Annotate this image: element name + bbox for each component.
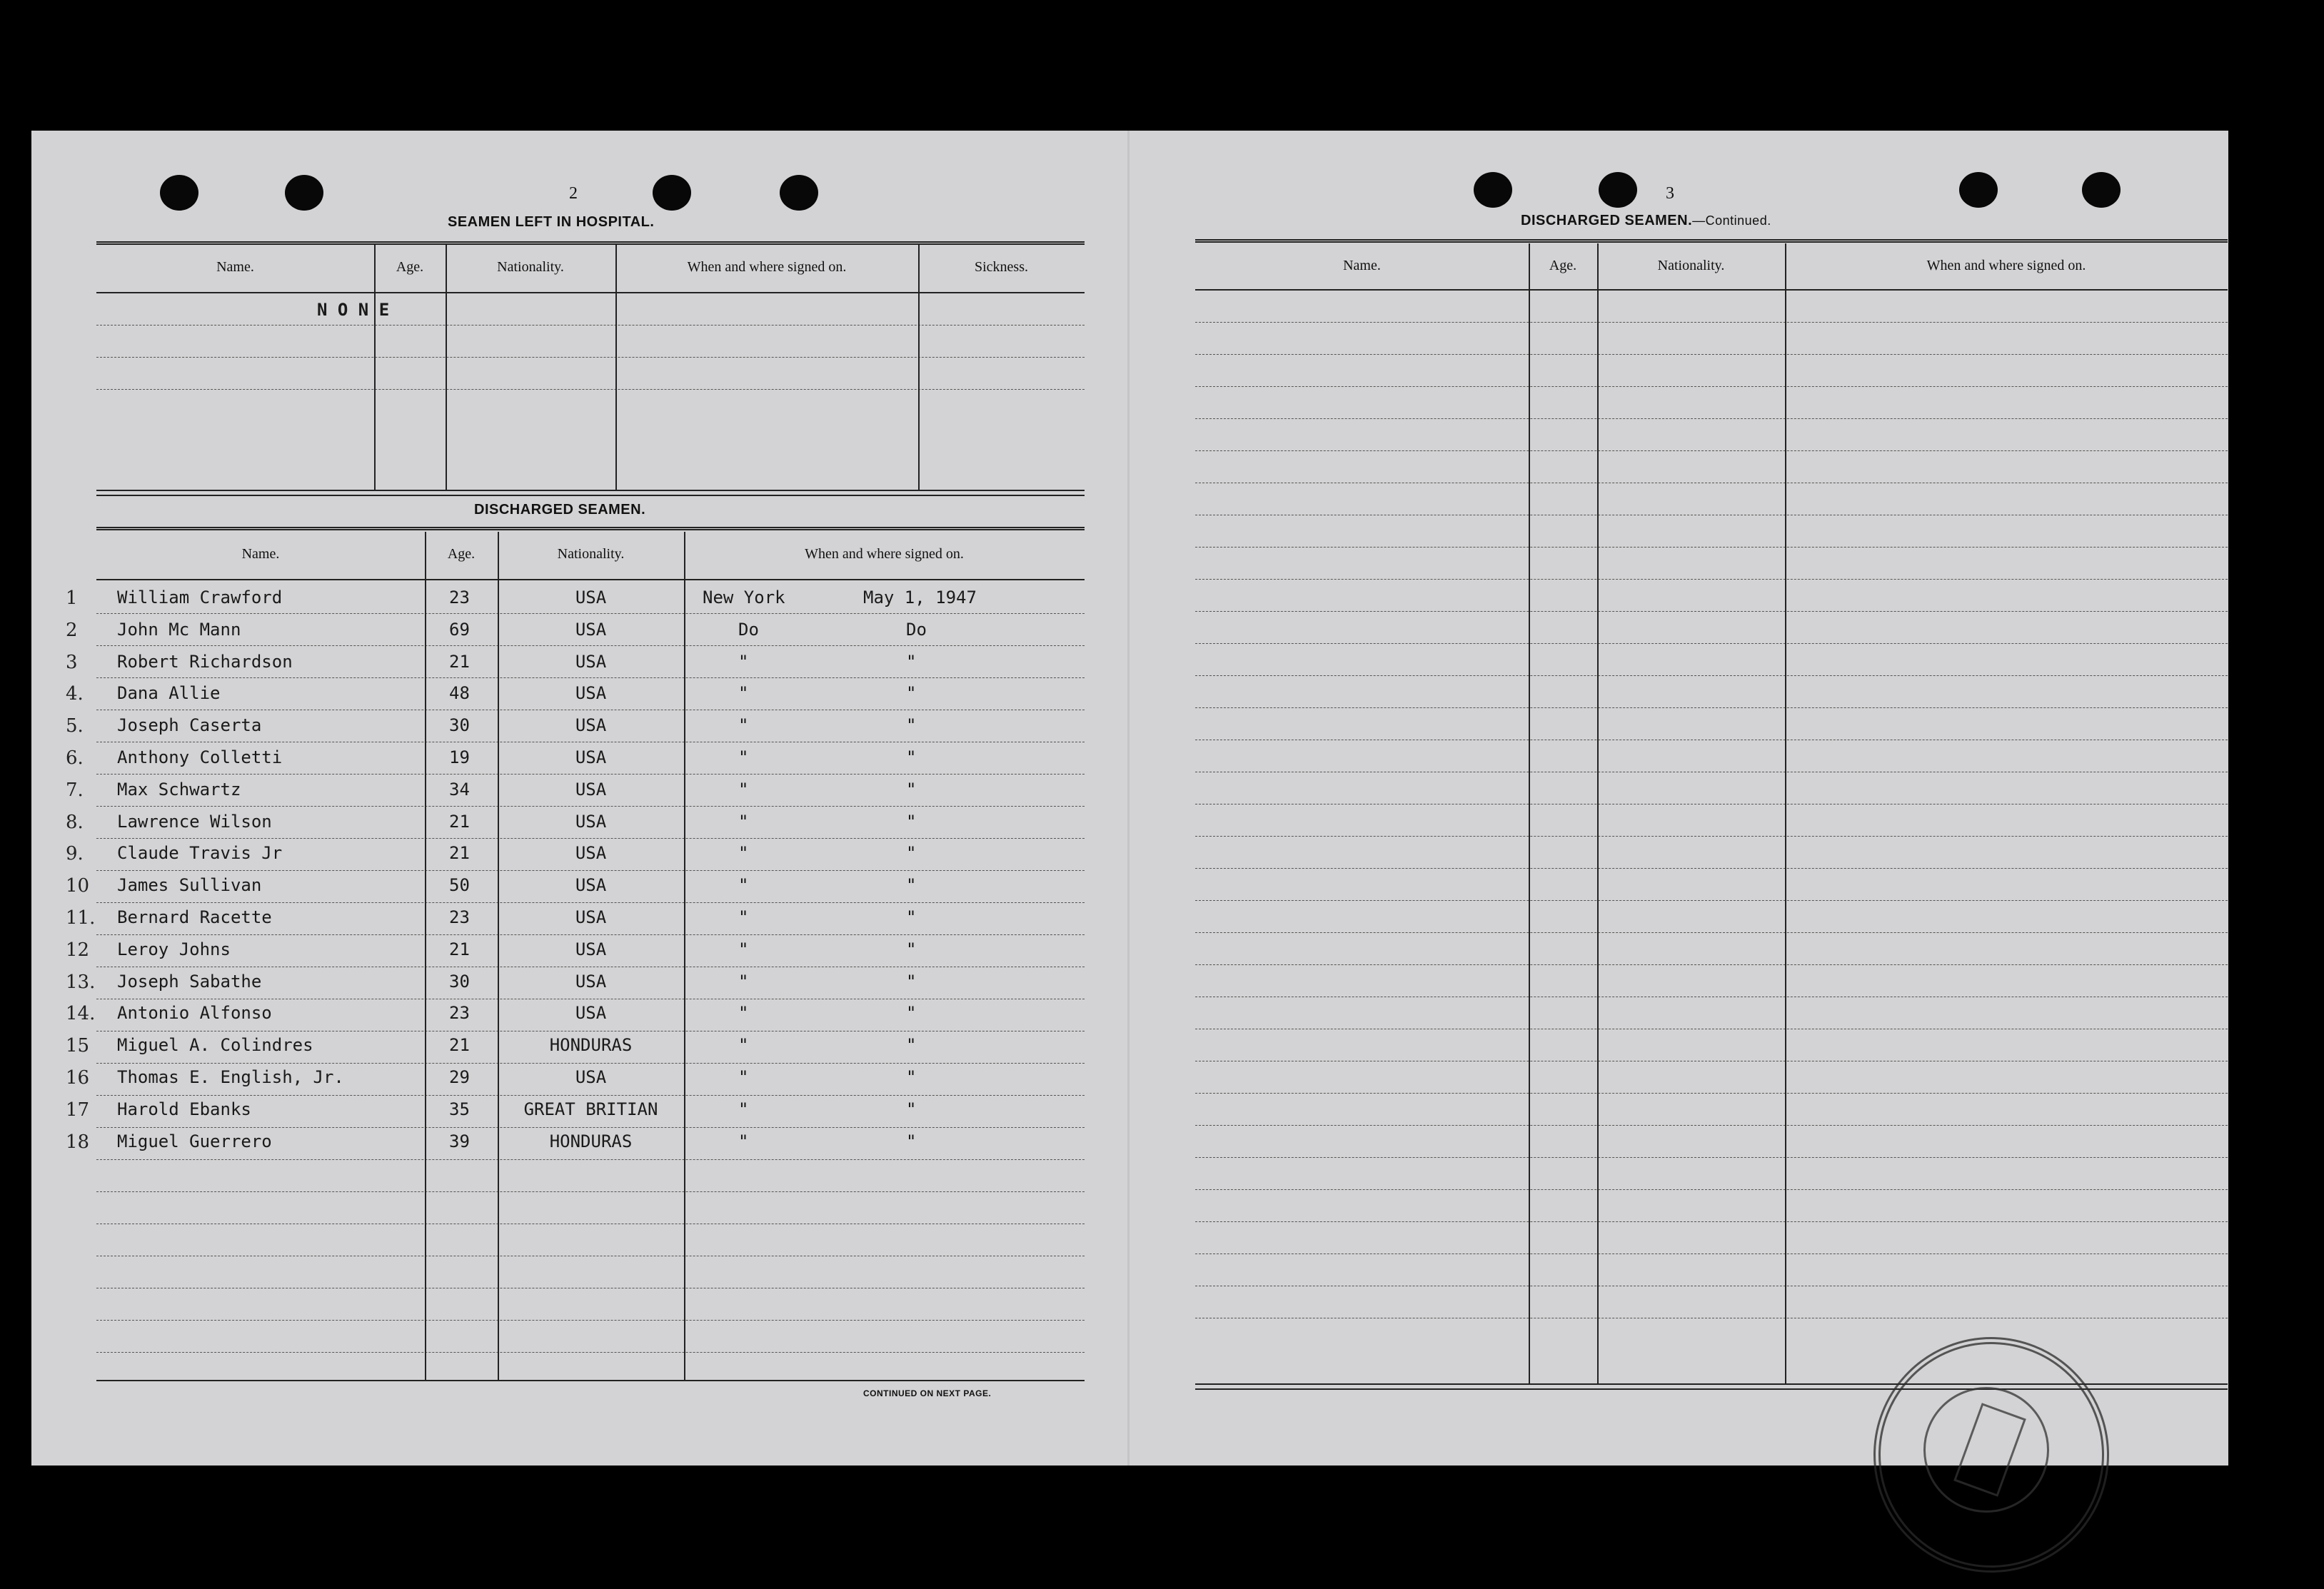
row-line: [96, 645, 1085, 646]
row-line: [1195, 868, 2228, 869]
seaman-name: John Mc Mann: [117, 619, 241, 640]
signed-on-date: ": [906, 715, 917, 736]
seaman-name: Leroy Johns: [117, 939, 231, 959]
seaman-name: James Sullivan: [117, 875, 262, 896]
row-line: [1195, 322, 2228, 323]
row-line: [1195, 900, 2228, 901]
seaman-nationality: USA: [575, 939, 607, 959]
row-line: [1195, 579, 2228, 580]
column-header: Age.: [1549, 258, 1577, 273]
column-header: When and where signed on.: [687, 259, 847, 275]
signed-on-date: ": [906, 1067, 917, 1087]
row-line: [96, 1095, 1085, 1096]
seaman-age: 21: [449, 843, 470, 864]
signed-on-date: ": [906, 939, 917, 959]
row-line: [1195, 675, 2228, 676]
seaman-nationality: USA: [575, 875, 607, 896]
signed-on-place: ": [738, 971, 749, 992]
signed-on-place: ": [738, 907, 749, 927]
header-rule: [96, 292, 1085, 293]
punch-hole: [285, 175, 323, 211]
signed-on-date: ": [906, 907, 917, 927]
column-header: Nationality.: [1657, 258, 1725, 273]
row-number: 8.: [66, 811, 84, 833]
document-sheet: [31, 131, 2228, 1466]
row-number: 11.: [66, 907, 96, 929]
column-header: Age.: [396, 259, 424, 275]
row-line: [96, 1320, 1085, 1321]
seaman-age: 23: [449, 907, 470, 927]
column-header: Name.: [241, 546, 280, 562]
column-divider: [446, 245, 447, 490]
column-header: When and where signed on.: [1926, 258, 2086, 273]
signed-on-place: ": [738, 1003, 749, 1024]
column-divider: [918, 245, 920, 490]
row-line: [96, 389, 1085, 390]
signed-on-place: ": [738, 1131, 749, 1151]
punch-hole: [2082, 172, 2121, 208]
seaman-name: Miguel A. Colindres: [117, 1035, 313, 1056]
seaman-age: 48: [449, 683, 470, 704]
signed-on-date: ": [906, 843, 917, 864]
seaman-name: Antonio Alfonso: [117, 1003, 272, 1024]
row-line: [1195, 611, 2228, 612]
punch-hole: [1474, 172, 1512, 208]
row-line: [96, 613, 1085, 614]
seaman-age: 21: [449, 651, 470, 672]
row-number: 1: [66, 587, 78, 609]
seaman-nationality: HONDURAS: [549, 1131, 633, 1151]
seaman-nationality: USA: [575, 843, 607, 864]
column-header: When and where signed on.: [805, 546, 964, 562]
seaman-name: Harold Ebanks: [117, 1099, 251, 1119]
row-number: 13.: [66, 971, 96, 993]
bottom-rule: [96, 490, 1085, 491]
row-line: [96, 774, 1085, 775]
row-number: 3: [66, 651, 78, 673]
punch-hole: [1959, 172, 1998, 208]
signed-on-date: ": [906, 683, 917, 704]
row-number: 4.: [66, 683, 84, 705]
row-number: 12: [66, 939, 90, 961]
seaman-age: 30: [449, 715, 470, 736]
row-line: [1195, 707, 2228, 708]
seaman-age: 35: [449, 1099, 470, 1119]
seaman-age: 69: [449, 619, 470, 640]
row-line: [96, 806, 1085, 807]
signed-on-place: ": [738, 1067, 749, 1087]
signed-on-place: ": [738, 779, 749, 799]
row-line: [1195, 1157, 2228, 1158]
signed-on-date: ": [906, 651, 917, 672]
row-line: [96, 1159, 1085, 1160]
seaman-age: 21: [449, 811, 470, 832]
row-number: 14.: [66, 1003, 96, 1025]
row-line: [96, 934, 1085, 935]
seaman-age: 50: [449, 875, 470, 896]
discharged-heading: DISCHARGED SEAMEN.: [474, 502, 646, 518]
signed-on-date: ": [906, 1035, 917, 1056]
seaman-age: 39: [449, 1131, 470, 1151]
signed-on-place: Do: [738, 619, 759, 640]
column-divider: [374, 245, 376, 490]
row-line: [1195, 1221, 2228, 1222]
seaman-name: Miguel Guerrero: [117, 1131, 272, 1151]
row-line: [1195, 354, 2228, 355]
column-header: Age.: [447, 546, 476, 562]
signed-on-date: ": [906, 875, 917, 896]
seaman-name: William Crawford: [117, 587, 283, 607]
hospital-top-rule: [96, 241, 1085, 247]
hospital-close-rule: [96, 495, 1085, 496]
signed-on-place: ": [738, 651, 749, 672]
seaman-nationality: USA: [575, 619, 607, 640]
signed-on-date: ": [906, 1099, 917, 1119]
row-number: 10: [66, 875, 90, 897]
seaman-nationality: USA: [575, 907, 607, 927]
row-line: [96, 677, 1085, 678]
seaman-name: Joseph Sabathe: [117, 971, 262, 992]
seaman-nationality: USA: [575, 651, 607, 672]
row-line: [96, 325, 1085, 326]
heading-suffix: —Continued.: [1692, 213, 1771, 228]
row-line: [1195, 1189, 2228, 1190]
signed-on-place: New York: [703, 587, 785, 607]
row-line: [1195, 836, 2228, 837]
seaman-nationality: USA: [575, 587, 607, 607]
row-line: [1195, 1253, 2228, 1254]
row-line: [96, 870, 1085, 871]
seaman-age: 29: [449, 1067, 470, 1087]
row-line: [96, 1352, 1085, 1353]
row-line: [1195, 964, 2228, 965]
seaman-name: Anthony Colletti: [117, 747, 283, 767]
seaman-nationality: USA: [575, 683, 607, 704]
seaman-age: 21: [449, 939, 470, 959]
column-header: Sickness.: [975, 259, 1028, 275]
column-divider: [1785, 243, 1786, 1383]
column-divider: [1597, 243, 1599, 1383]
punch-hole: [653, 175, 691, 211]
bottom-rule: [96, 1380, 1085, 1381]
official-stamp-icon: [1873, 1337, 2109, 1573]
signed-on-date: Do: [906, 619, 927, 640]
signed-on-place: ": [738, 715, 749, 736]
signed-on-date: ": [906, 1003, 917, 1024]
signed-on-place: ": [738, 875, 749, 896]
signed-on-date: ": [906, 811, 917, 832]
seaman-name: Joseph Caserta: [117, 715, 262, 736]
seaman-nationality: USA: [575, 811, 607, 832]
continued-note: CONTINUED ON NEXT PAGE.: [863, 1388, 992, 1398]
signed-on-place: ": [738, 747, 749, 767]
seaman-name: Claude Travis Jr: [117, 843, 283, 864]
row-number: 15: [66, 1035, 90, 1057]
column-header: Nationality.: [497, 259, 564, 275]
row-line: [1195, 418, 2228, 419]
seaman-age: 34: [449, 779, 470, 799]
seaman-nationality: USA: [575, 1067, 607, 1087]
row-number: 2: [66, 619, 78, 641]
hospital-none-note: N O N E: [317, 300, 390, 320]
signed-on-place: ": [738, 1035, 749, 1056]
signed-on-place: ": [738, 939, 749, 959]
seaman-age: 21: [449, 1035, 470, 1056]
signed-on-place: ": [738, 811, 749, 832]
page-number: 3: [1666, 184, 1674, 203]
row-line: [1195, 450, 2228, 451]
seaman-nationality: HONDURAS: [549, 1035, 633, 1056]
signed-on-date: May 1, 1947: [863, 587, 977, 607]
seaman-nationality: USA: [575, 747, 607, 767]
signed-on-place: ": [738, 683, 749, 704]
punch-hole: [780, 175, 818, 211]
page-fold: [1127, 131, 1130, 1466]
seaman-nationality: USA: [575, 1003, 607, 1024]
row-line: [96, 1191, 1085, 1192]
seaman-name: Thomas E. English, Jr.: [117, 1067, 344, 1087]
column-divider: [615, 245, 617, 490]
row-number: 5.: [66, 715, 84, 737]
row-line: [96, 838, 1085, 839]
seaman-name: Max Schwartz: [117, 779, 241, 799]
punch-hole: [160, 175, 198, 211]
row-line: [1195, 386, 2228, 387]
header-rule: [96, 579, 1085, 580]
signed-on-date: ": [906, 1131, 917, 1151]
signed-on-date: ": [906, 779, 917, 799]
row-line: [96, 357, 1085, 358]
signed-on-date: ": [906, 971, 917, 992]
seaman-name: Bernard Racette: [117, 907, 272, 927]
heading-text: DISCHARGED SEAMEN.: [1521, 213, 1693, 228]
signed-on-place: ": [738, 843, 749, 864]
row-number: 18: [66, 1131, 90, 1153]
seaman-name: Lawrence Wilson: [117, 811, 272, 832]
seaman-nationality: USA: [575, 715, 607, 736]
row-number: 17: [66, 1099, 90, 1121]
hospital-heading: SEAMEN LEFT IN HOSPITAL.: [448, 214, 655, 230]
seaman-age: 23: [449, 587, 470, 607]
seaman-nationality: USA: [575, 971, 607, 992]
header-rule: [1195, 289, 2228, 291]
row-number: 6.: [66, 747, 84, 769]
signed-on-place: ": [738, 1099, 749, 1119]
column-header: Nationality.: [557, 546, 625, 562]
column-divider: [425, 532, 426, 1380]
column-header: Name.: [1343, 258, 1381, 273]
column-divider: [1529, 243, 1530, 1383]
seaman-age: 19: [449, 747, 470, 767]
page-number: 2: [569, 184, 578, 203]
seaman-name: Dana Allie: [117, 683, 221, 704]
row-line: [1195, 932, 2228, 933]
row-number: 9.: [66, 843, 84, 865]
column-divider: [684, 532, 685, 1380]
column-header: Name.: [216, 259, 254, 275]
row-line: [1195, 643, 2228, 644]
signed-on-date: ": [906, 747, 917, 767]
seaman-nationality: GREAT BRITIAN: [523, 1099, 658, 1119]
row-line: [1195, 1093, 2228, 1094]
row-number: 16: [66, 1067, 90, 1089]
seaman-name: Robert Richardson: [117, 651, 293, 672]
row-line: [96, 1063, 1085, 1064]
seaman-nationality: USA: [575, 779, 607, 799]
seaman-age: 23: [449, 1003, 470, 1024]
row-line: [96, 902, 1085, 903]
seaman-age: 30: [449, 971, 470, 992]
row-line: [96, 1127, 1085, 1128]
discharged-top-rule: [96, 527, 1085, 533]
row-number: 7.: [66, 779, 84, 801]
discharged-continued-heading: [1521, 213, 1771, 229]
row-line: [1195, 1125, 2228, 1126]
punch-hole: [1599, 172, 1637, 208]
right-top-rule: [1195, 239, 2228, 245]
row-line: [1195, 547, 2228, 548]
